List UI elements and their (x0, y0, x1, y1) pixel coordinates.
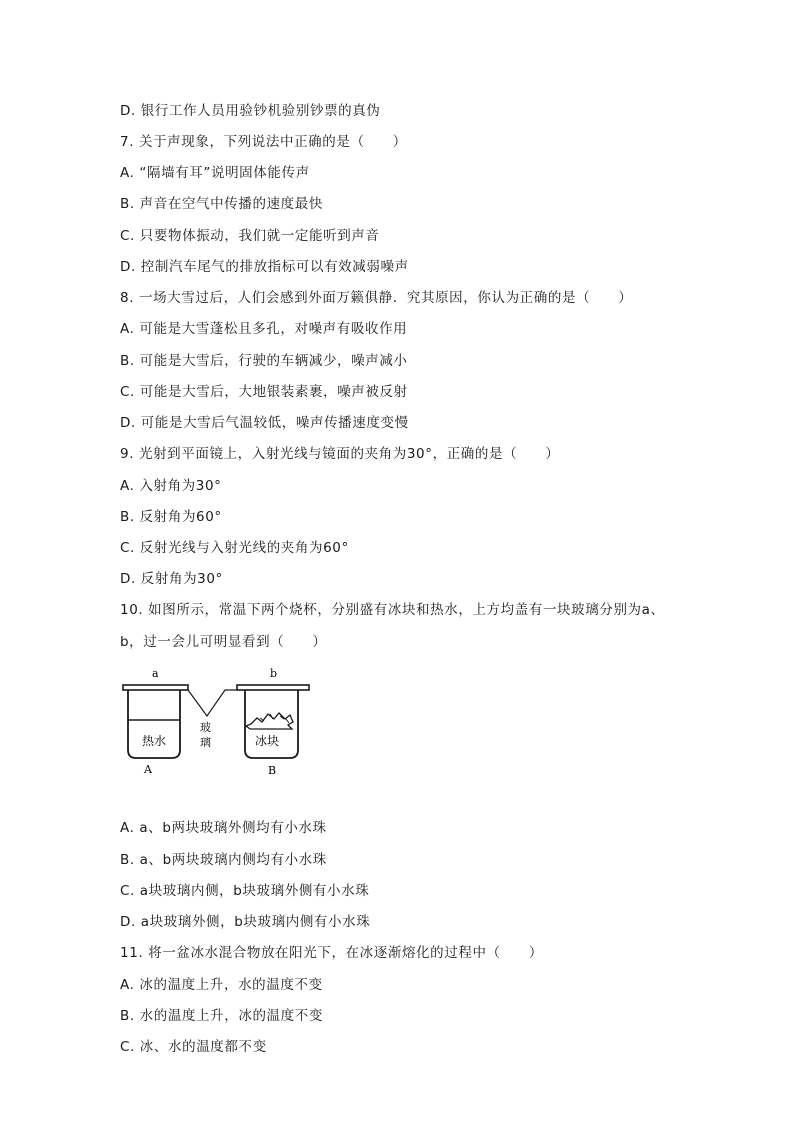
glass-pointer-lines (188, 690, 237, 716)
option-b-q9: B. 反射角为60° (120, 509, 222, 525)
option-a-q10: A. a、b两块玻璃外侧均有小水珠 (120, 820, 327, 836)
glass-plate-b (237, 685, 309, 690)
glass-label-2: 璃 (200, 736, 211, 749)
option-c-q7: C. 只要物体振动，我们就一定能听到声音 (120, 228, 380, 244)
ice-chunks (246, 713, 293, 729)
question-8: 8. 一场大雪过后，人们会感到外面万籁俱静．究其原因，你认为正确的是（ ） (120, 290, 633, 306)
option-a-q8: A. 可能是大雪蓬松且多孔，对噪声有吸收作用 (120, 321, 408, 337)
ice-label: 冰块 (255, 734, 280, 748)
figure-label-B: B (268, 764, 277, 776)
question-10-line-2: b，过一会儿可明显看到（ ） (120, 634, 327, 650)
hot-water-label: 热水 (142, 734, 167, 748)
figure-label-a: a (152, 667, 159, 680)
option-d-q8: D. 可能是大雪后气温较低，噪声传播速度变慢 (120, 415, 409, 431)
option-d-q9: D. 反射角为30° (120, 571, 223, 587)
figure-label-A: A (144, 763, 152, 776)
question-10-line-1: 10. 如图所示，常温下两个烧杯，分别盛有冰块和热水，上方均盖有一块玻璃分别为a、 (120, 602, 665, 618)
option-d-q10: D. a块玻璃外侧，b块玻璃内侧有小水珠 (120, 914, 371, 930)
question-7: 7. 关于声现象，下列说法中正确的是（ ） (120, 134, 407, 150)
option-c-q10: C. a块玻璃内侧，b块玻璃外侧有小水珠 (120, 883, 370, 899)
option-a-q11: A. 冰的温度上升，水的温度不变 (120, 977, 323, 993)
option-b-q11: B. 水的温度上升，冰的温度不变 (120, 1008, 323, 1024)
option-b-q7: B. 声音在空气中传播的速度最快 (120, 196, 323, 212)
option-c-q8: C. 可能是大雪后，大地银装素裹，噪声被反射 (120, 384, 408, 400)
option-c-q9: C. 反射光线与入射光线的夹角为60° (120, 540, 349, 556)
option-b-q10: B. a、b两块玻璃内侧均有小水珠 (120, 852, 327, 868)
glass-label-1: 玻 (200, 721, 211, 734)
option-d-q6: D. 银行工作人员用验钞机验别钞票的真伪 (120, 103, 381, 119)
option-a-q9: A. 入射角为30° (120, 478, 222, 494)
figure-label-b: b (270, 667, 278, 680)
option-b-q8: B. 可能是大雪后，行驶的车辆减少，噪声减小 (120, 353, 408, 369)
question-9: 9. 光射到平面镜上，入射光线与镜面的夹角为30°，正确的是（ ） (120, 446, 560, 462)
option-a-q7: A. “隔墙有耳”说明固体能传声 (120, 165, 310, 181)
question-11: 11. 将一盆冰水混合物放在阳光下，在冰逐渐熔化的过程中（ ） (120, 945, 543, 961)
option-c-q11: C. 冰、水的温度都不变 (120, 1039, 267, 1055)
glass-plate-a (123, 685, 188, 690)
option-d-q7: D. 控制汽车尾气的排放指标可以有效减弱噪声 (120, 259, 409, 275)
beaker-figure (120, 664, 320, 776)
